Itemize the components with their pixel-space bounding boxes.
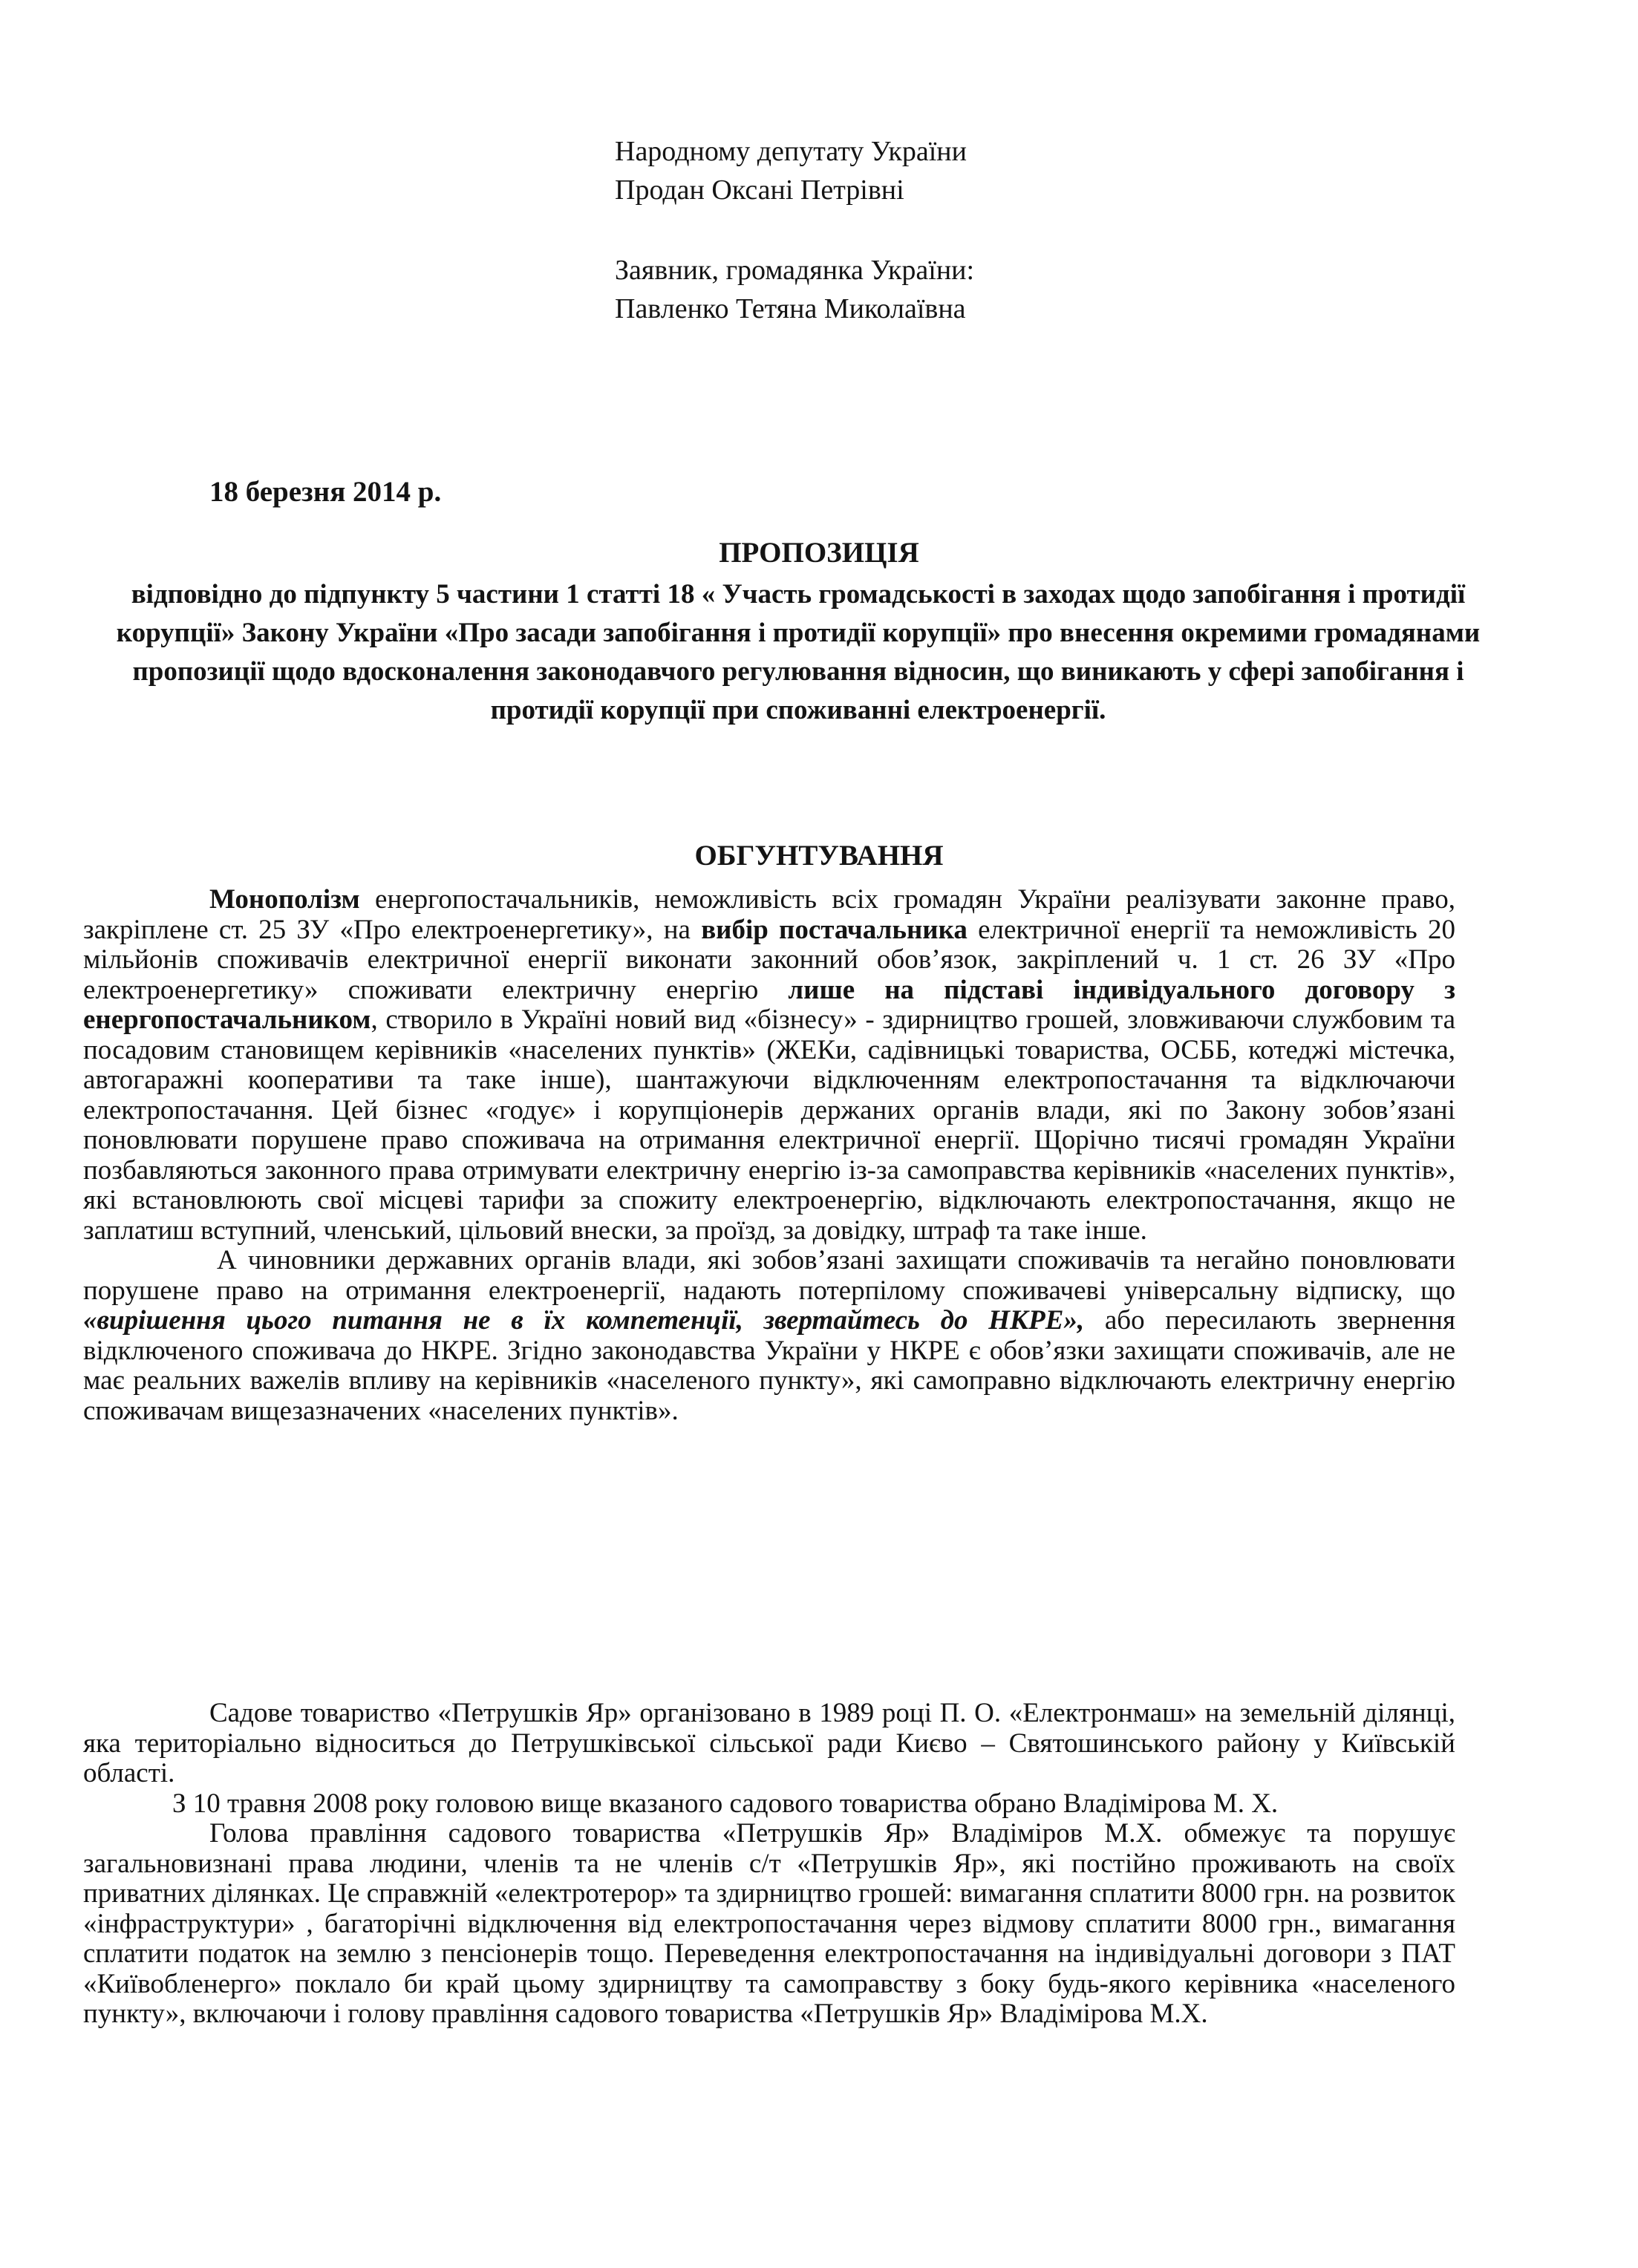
paragraph-3: Садове товариство «Петрушків Яр» організовано в 1989 році П. О. «Електронмаш» на земельній ділянці, яка територіально відноситься до Петрушківської сільської ради Києво – Святошинського району у Київській області. <box>83 1698 1455 1788</box>
addressee-block <box>615 132 974 328</box>
facts-body <box>83 1699 1455 2030</box>
paragraph-1 <box>83 885 1455 1246</box>
paragraph-text: енергопостачальників, неможливість всіх громадян України реалізувати законне право, закріплене ст. 25 ЗУ «Про електроенергетику», на <box>83 884 1455 945</box>
paragraph-text: електричної енергії та неможливість 20 мільйонів споживачів електричної енергії виконати законний обов’язок, закріплений ч. 1 ст. 26 ЗУ «Про електроенергетику» споживати електричну енергію <box>83 914 1455 1005</box>
emphasis-text: Монополізм <box>209 884 360 915</box>
emphasis-text: вибір постачальника <box>701 914 968 945</box>
paragraph-4: З 10 травня 2008 року головою вище вказаного садового товариства обрано Владімірова М. Х. <box>172 1788 1279 1819</box>
justification-body <box>83 885 1455 1426</box>
justification-title: ОБГУНТУВАННЯ <box>694 840 944 872</box>
addressee-name: Продан Оксані Петрівні <box>615 174 904 206</box>
paragraph-text: А чиновники державних органів влади, які зобов’язані захищати споживачів та негайно поновлювати порушене право на отримання електроенергії, надають потерпілому споживачеві універсальну відписку, що <box>83 1245 1455 1306</box>
proposal-title: ПРОПОЗИЦІЯ <box>719 537 919 569</box>
paragraph-text: або пересилають звернення відключеного споживача до НКРЕ. Згідно законодавства України у НКРЕ є обов’язки захищати споживачів, але не має реальних важелів впливу на керівників «населеного пункту», які самоправно відключають електричну енергію споживачам вищезазначених «населених пунктів». <box>83 1305 1455 1426</box>
paragraph-text: , створило в Україні новий вид «бізнесу» - здирництво грошей, зловживаючи службовим та посадовим становищем керівників «населених пунктів» (ЖЕКи, садівницькі товариства, ОСББ, котеджі містечка, автогаражні кооперативи та таке інше), шантажуючи відключенням електропостачання та відключаючи електропостачання. Цей бізнес «годує» і корупціонерів держаних органів влади, які по Закону зобов’язані поновлювати порушене право споживача на отримання електричної енергії. Щорічно тисячі громадян України позбавляються законного права отримувати електричну енергію із-за самоправства керівників «населених пунктів», які встановлюють свої місцеві тарифи за спожиту електроенергію, відключають електропостачання, якщо не заплатиш вступний, членський, цільовий внески, за проїзд, за довідку, штраф та таке інше. <box>83 1004 1455 1246</box>
paragraph-5: Голова правління садового товариства «Петрушків Яр» Владіміров М.Х. обмежує та порушує загальновизнані права людини, членів та не членів с/т «Петрушків Яр», які постійно проживають на своїх приватних ділянках. Це справжній «електротерор» та здирництво грошей: вимагання сплатити 8000 грн. на розвиток «інфраструктури» , багаторічні відключення від електропостачання через відмову сплатити 8000 грн., вимагання сплатити податок на землю з пенсіонерів тощо. Переведення електропостачання на індивідуальні договори з ПАТ «Київобленерго» поклало би край цьому здирництву та самоправству з боку будь-якого керівника «населеного пункту», включаючи і голову правління садового товариства «Петрушків Яр» Владімірова М.Х. <box>83 1818 1455 2029</box>
quoted-response: «вирішення цього питання не в їх компетенції, звертайтесь до НКРЕ», <box>83 1305 1085 1336</box>
applicant-name: Павленко Тетяна Миколаївна <box>615 293 966 324</box>
addressee-title: Народному депутату України <box>615 136 967 167</box>
emphasis-text: лише на підставі індивідуального договору з енергопостачальником <box>83 974 1455 1035</box>
applicant-label: Заявник, громадянка України: <box>615 255 975 286</box>
paragraph-2 <box>83 1246 1455 1426</box>
proposal-subtitle: відповідно до підпункту 5 частини 1 статті 18 « Участь громадськості в заходах щодо запобігання і протидії корупції» Закону України «Про засади запобігання і протидії корупції» про внесення окремими громадянами пропозиції щодо вдосконалення законодавчого регулювання відносин, що виникають у сфері запобігання і протидії корупції при споживанні електроенергії. <box>116 579 1481 725</box>
document-date: 18 березня 2014 р. <box>209 476 442 508</box>
